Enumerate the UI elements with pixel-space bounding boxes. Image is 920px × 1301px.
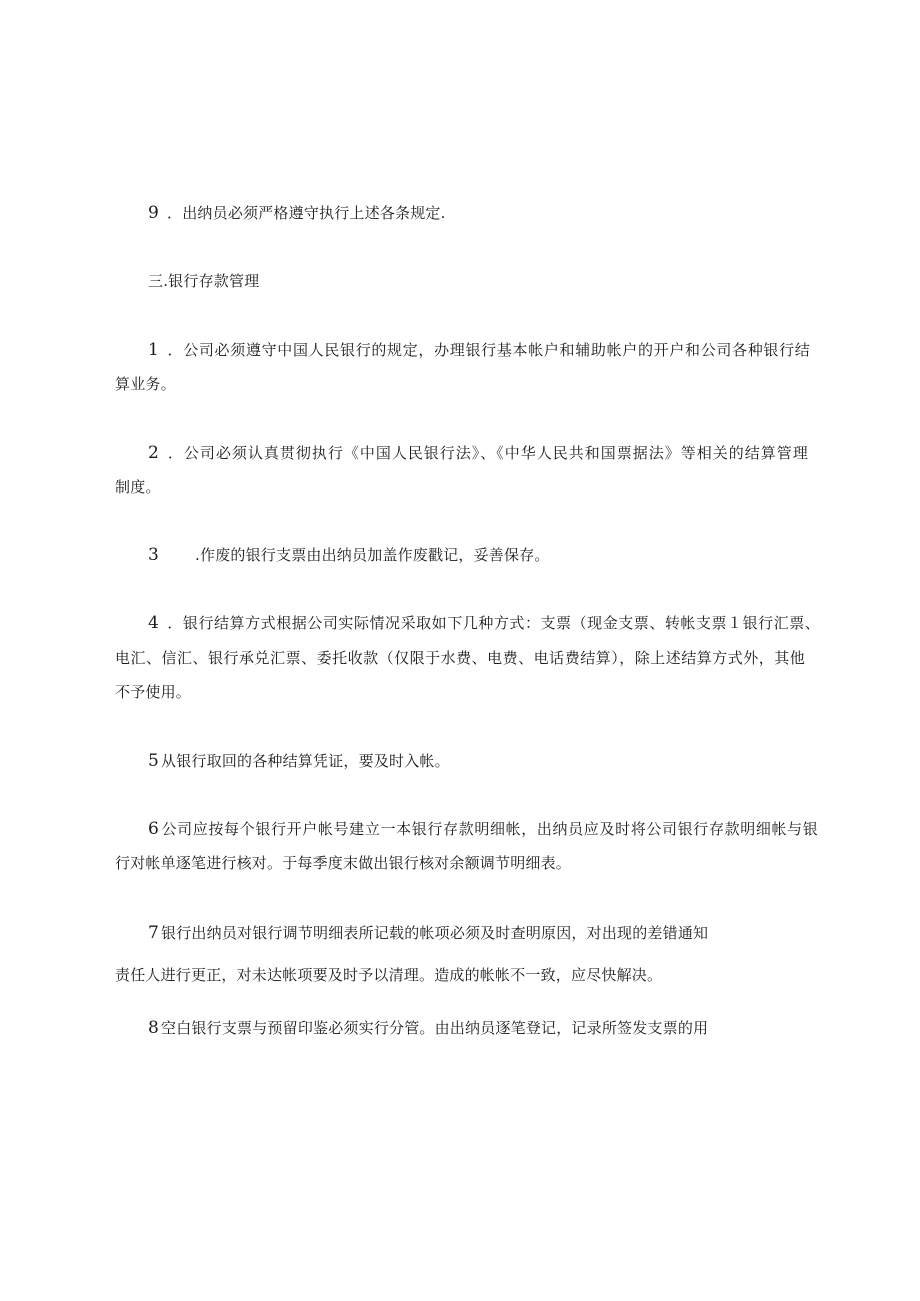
item-5-number: 5	[148, 751, 160, 771]
item-4-line-1	[148, 613, 820, 633]
item-9-number: 9	[148, 203, 160, 223]
item-8-text-1: 空白银行支票与预留印鉴必须实行分管。由出纳员逐笔登记，记录所签发支票的用	[161, 1019, 709, 1037]
item-6-number: 6	[148, 819, 160, 839]
item-3	[148, 545, 858, 565]
item-4-text-1: ．银行结算方式根据公司实际情况采取如下几种方式：支票（现金支票、转帐支票１银行汇票、	[167, 614, 820, 632]
item-7-line-2: 责任人进行更正，对未达帐项要及时予以清理。造成的帐帐不一致，应尽快解决。	[115, 966, 663, 984]
item-9	[148, 203, 858, 223]
item-3-text: .作废的银行支票由出纳员加盖作废戳记，妥善保存。	[195, 546, 550, 564]
item-7-text-1: 银行出纳员对银行调节明细表所记载的帐项必须及时查明原因，对出现的差错通知	[161, 924, 709, 942]
item-5	[148, 751, 858, 771]
item-2-line-1	[148, 443, 808, 463]
section-3-title: 三.银行存款管理	[148, 272, 260, 290]
item-6-line-2: 行对帐单逐笔进行核对。于每季度末做出银行核对余额调节明细表。	[115, 854, 572, 872]
item-7-line-1	[148, 923, 858, 943]
item-5-text: 从银行取回的各种结算凭证，要及时入帐。	[161, 752, 450, 770]
item-4-line-2: 电汇、信汇、银行承兑汇票、委托收款（仅限于水费、电费、电话费结算），除上述结算方式外，其他	[115, 649, 805, 667]
item-7-number: 7	[148, 923, 160, 943]
item-1-number: 1	[148, 340, 160, 360]
item-1-line-1	[148, 340, 810, 360]
item-9-text: ．出纳员必须严格遵守执行上述各条规定.	[167, 204, 446, 222]
item-2-number: 2	[148, 443, 160, 463]
item-1-text-1: ．公司必须遵守中国人民银行的规定，办理银行基本帐户和辅助帐户的开户和公司各种银行结	[167, 341, 810, 359]
item-4-line-3: 不予使用。	[115, 683, 192, 701]
item-6-text-1: 公司应按每个银行开户帐号建立一本银行存款明细帐，出纳员应及时将公司银行存款明细帐与银	[161, 820, 818, 838]
item-6-line-1	[148, 819, 818, 839]
item-8-line-1	[148, 1018, 858, 1038]
item-3-number: 3	[148, 545, 160, 565]
item-1-line-2: 算业务。	[115, 375, 176, 393]
item-2-line-2: 制度。	[115, 478, 161, 496]
item-2-text-1: ．公司必须认真贯彻执行《中国人民银行法》、《中华人民共和国票据法》等相关的结算管理	[167, 444, 808, 462]
item-8-number: 8	[148, 1018, 160, 1038]
item-4-number: 4	[148, 613, 160, 633]
